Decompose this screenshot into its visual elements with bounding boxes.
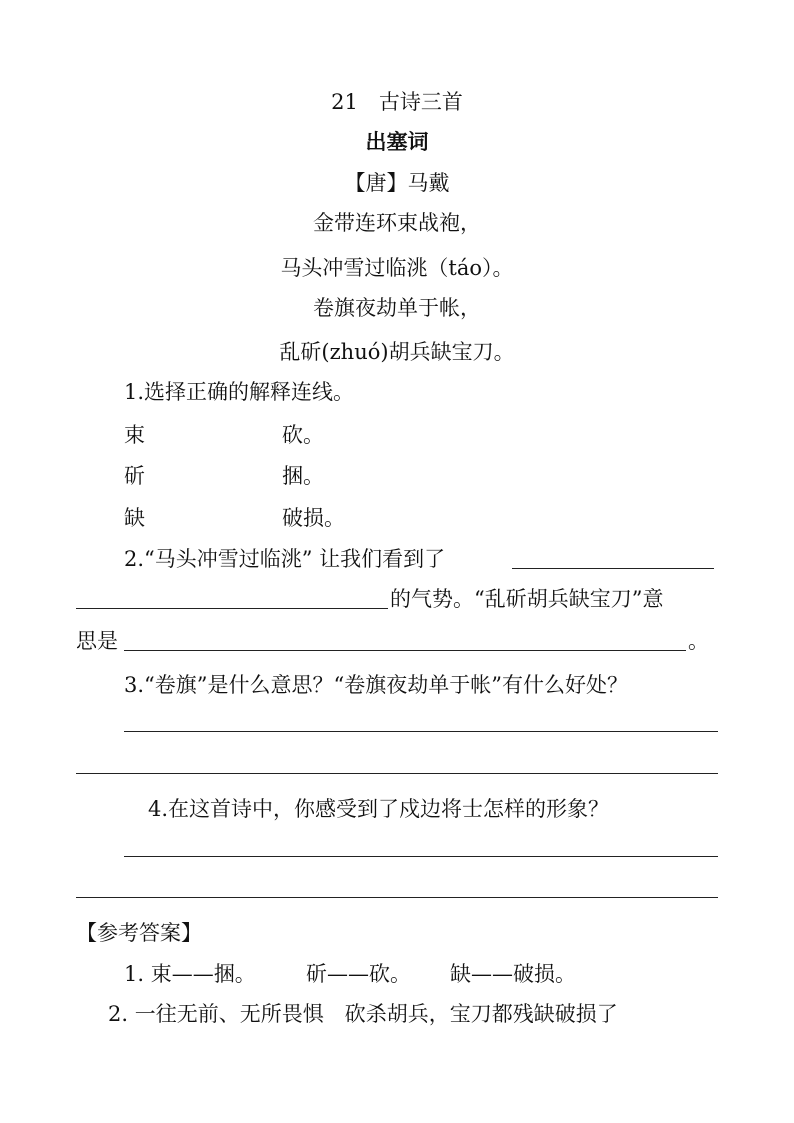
q1-right-meaning-1: 砍。	[282, 423, 324, 447]
q3-answer-line-1[interactable]	[124, 731, 718, 732]
question-4-prompt: 4.在这首诗中，你感受到了戍边将士怎样的形象？	[148, 797, 610, 821]
poem-author: 【唐】马戴	[344, 171, 450, 195]
answer-1-item-1: 1. 束——捆。	[124, 962, 256, 986]
poem-title: 出塞词	[365, 129, 429, 154]
question-2-part-1: 2.“马头冲雪过临洮” 让我们看到了	[124, 547, 446, 571]
q1-right-meaning-3: 破损。	[282, 506, 345, 530]
lesson-title: 21 古诗三首	[331, 90, 463, 114]
answer-1-item-3: 缺——破损。	[450, 962, 576, 986]
q3-answer-line-2[interactable]	[76, 773, 718, 774]
poem-line-2: 马头冲雪过临洮（táo）。	[280, 256, 514, 280]
q1-left-term-1: 束	[124, 423, 145, 447]
q2-answer-blank-1-cont[interactable]	[76, 608, 388, 609]
question-2-part-3: 思是	[76, 629, 118, 653]
q2-answer-blank-1[interactable]	[512, 568, 714, 569]
q4-answer-line-2[interactable]	[76, 897, 718, 898]
answer-key-heading: 【参考答案】	[76, 921, 202, 945]
q2-answer-blank-2[interactable]	[124, 650, 686, 651]
question-2-part-2: 的气势。“乱斫胡兵缺宝刀”意	[390, 587, 664, 611]
question-2-part-4: 。	[688, 629, 709, 653]
q1-left-term-2: 斫	[124, 464, 145, 488]
answer-2: 2. 一往无前、无所畏惧 砍杀胡兵，宝刀都残缺破损了	[108, 1002, 618, 1026]
poem-line-3: 卷旗夜劫单于帐，	[313, 296, 481, 320]
question-1-prompt: 1.选择正确的解释连线。	[124, 380, 355, 404]
q4-answer-line-1[interactable]	[124, 856, 718, 857]
answer-1-item-2: 斫——砍。	[306, 962, 411, 986]
q1-right-meaning-2: 捆。	[282, 464, 324, 488]
poem-line-4: 乱斫(zhuó)胡兵缺宝刀。	[279, 340, 515, 364]
q1-left-term-3: 缺	[124, 506, 145, 530]
question-3-prompt: 3.“卷旗”是什么意思？“卷旗夜劫单于帐”有什么好处？	[124, 673, 628, 697]
poem-line-1: 金带连环束战袍，	[313, 211, 481, 235]
